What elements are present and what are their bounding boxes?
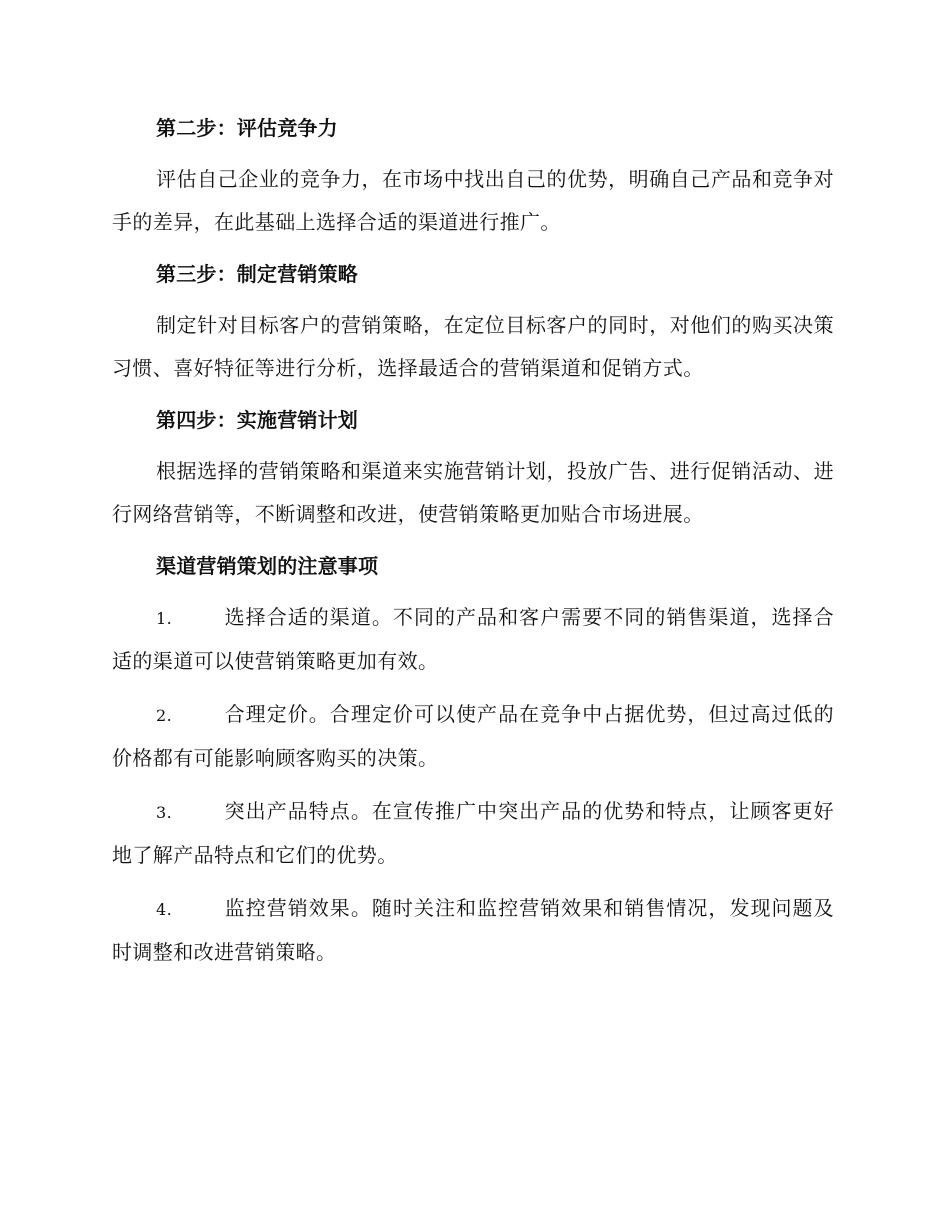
section-heading-step-four: 第四步：实施营销计划 (156, 408, 358, 432)
note-item-4 (112, 887, 834, 974)
note-text-3: 突出产品特点。在宣传推广中突出产品的优势和特点，让顾客更好地了解产品特点和它们的优势。 (112, 799, 834, 867)
note-number-4: 4. (156, 900, 173, 919)
section-body-step-two: 评估自己企业的竞争力，在市场中找出自己的优势，明确自己产品和竞争对手的差异，在此基础上选择合适的渠道进行推广。 (112, 167, 834, 234)
section-body-step-three: 制定针对目标客户的营销策略，在定位目标客户的同时，对他们的购买决策习惯、喜好特征等进行分析，选择最适合的营销渠道和促销方式。 (112, 313, 834, 380)
spacer (112, 148, 834, 158)
spacer (112, 683, 834, 693)
spacer (112, 536, 834, 546)
spacer (112, 877, 834, 887)
spacer (112, 440, 834, 450)
note-number-1: 1. (156, 609, 173, 628)
note-item-2 (112, 693, 834, 780)
spacer (112, 294, 834, 304)
note-item-1 (112, 596, 834, 683)
section-body-step-four: 根据选择的营销策略和渠道来实施营销计划，投放广告、进行促销活动、进行网络营销等，不断调整和改进，使营销策略更加贴合市场进展。 (112, 459, 834, 526)
note-text-4: 监控营销效果。随时关注和监控营销效果和销售情况，发现问题及时调整和改进营销策略。 (112, 896, 834, 964)
section-heading-step-three: 第三步：制定营销策略 (156, 262, 358, 286)
note-number-2: 2. (156, 706, 173, 725)
note-text-2: 合理定价。合理定价可以使产品在竞争中占据优势，但过高过低的价格都有可能影响顾客购买的决策。 (112, 702, 834, 770)
spacer (112, 586, 834, 596)
section-heading-step-two: 第二步：评估竞争力 (156, 116, 338, 140)
notes-heading: 渠道营销策划的注意事项 (156, 554, 379, 578)
note-text-1: 选择合适的渠道。不同的产品和客户需要不同的销售渠道，选择合适的渠道可以使营销策略更加有效。 (112, 605, 834, 673)
spacer (112, 244, 834, 254)
note-item-3 (112, 790, 834, 877)
spacer (112, 780, 834, 790)
spacer (112, 390, 834, 400)
document-content (112, 108, 834, 974)
note-number-3: 3. (156, 803, 173, 822)
